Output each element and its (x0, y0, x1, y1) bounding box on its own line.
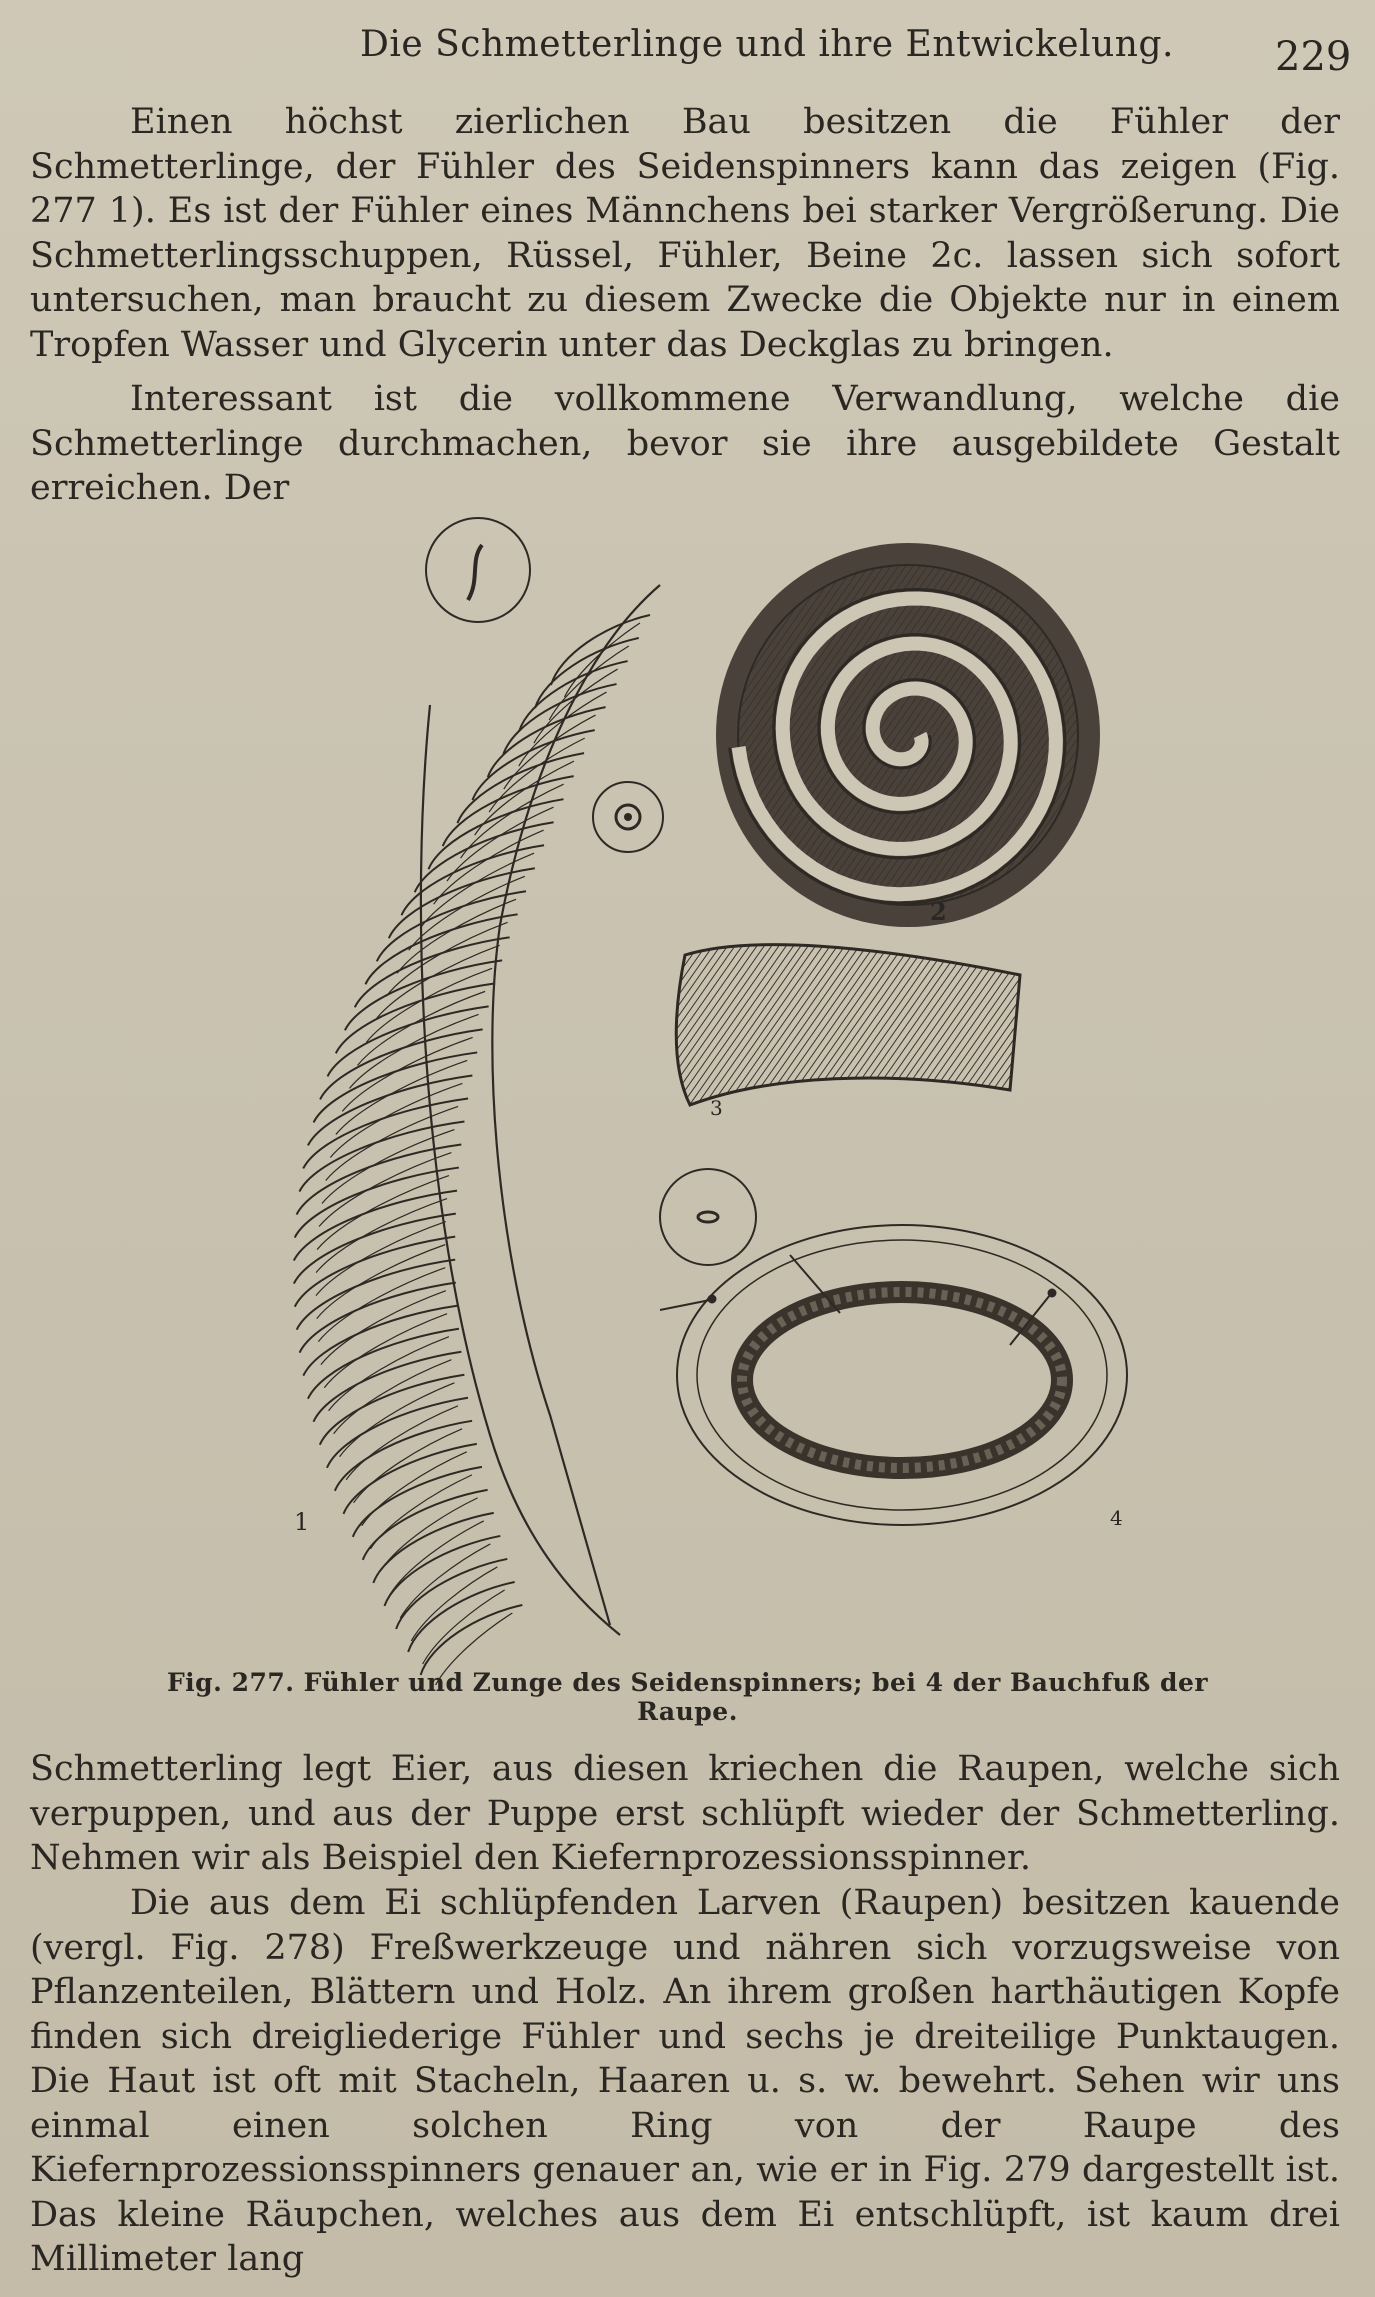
inset-circle-antenna (426, 518, 530, 622)
inset-circle-proleg (660, 1169, 756, 1265)
label-1: 1 (294, 1508, 310, 1536)
antenna-drawing (294, 585, 660, 1685)
proleg-ring (660, 1225, 1127, 1525)
label-2: 2 (930, 897, 947, 926)
proboscis-segment (676, 945, 1020, 1105)
figure-277 (230, 505, 1150, 1685)
running-head (0, 20, 1375, 80)
label-4: 4 (1110, 1506, 1123, 1530)
label-3: 3 (710, 1096, 723, 1120)
paragraph-antenna: Einen höchst zierlichen Bau besitzen die Fühler der Schmetterlinge, der Fühler des Seidenspinners kann das zeigen (Fig. 277 1). Es ist der Fühler eines Männchens bei starker Vergrößerung. Die Schmetterlingsschuppen, Rüssel, Fühler, Beine 2c. lassen sich sofort untersuchen, man braucht zu diesem Zwecke die Objekte nur in einem Tropfen Wasser und Glycerin unter das Deckglas zu bringen. (30, 102, 1340, 365)
figure-illustration (230, 505, 1150, 1685)
page-number: 229 (1275, 34, 1352, 80)
proboscis-spiral (716, 543, 1100, 927)
paragraph-larvae: Die aus dem Ei schlüpfenden Larven (Raupen) besitzen kauende (vergl. Fig. 278) Freßwerkzeuge und nähren sich vorzugsweise von Pflanzenteilen, Blättern und Holz. An ihrem großen harthäutigen Kopfe finden sich dreigliederige Fühler und sechs je dreiteilige Punktaugen. Die Haut ist oft mit Stacheln, Haaren u. s. w. bewehrt. Sehen wir uns einmal einen solchen Ring von der Raupe des Kiefernprozessionsspinners genauer an, wie er in Fig. 279 dargestellt ist. Das kleine Räupchen, welches aus dem Ei entschlüpft, ist kaum drei Millimeter lang (30, 1883, 1340, 2279)
paragraph-life-cycle: Schmetterling legt Eier, aus diesen kriechen die Raupen, welche sich verpuppen, und aus der Puppe erst schlüpft wieder der Schmetterling. Nehmen wir als Beispiel den Kiefernprozessionsspinner. (30, 1749, 1340, 1878)
inset-circle-center (593, 782, 663, 852)
paragraph-metamorphosis: Interessant ist die vollkommene Verwandlung, welche die Schmetterlinge durchmachen, bevor sie ihre ausgebildete Gestalt erreichen. Der (30, 379, 1340, 508)
running-title: Die Schmetterlinge und ihre Entwickelung. (360, 24, 1174, 65)
figure-caption: Fig. 277. Fühler und Zunge des Seidenspinners; bei 4 der Bauchfuß der Raupe. (166, 1668, 1209, 1726)
